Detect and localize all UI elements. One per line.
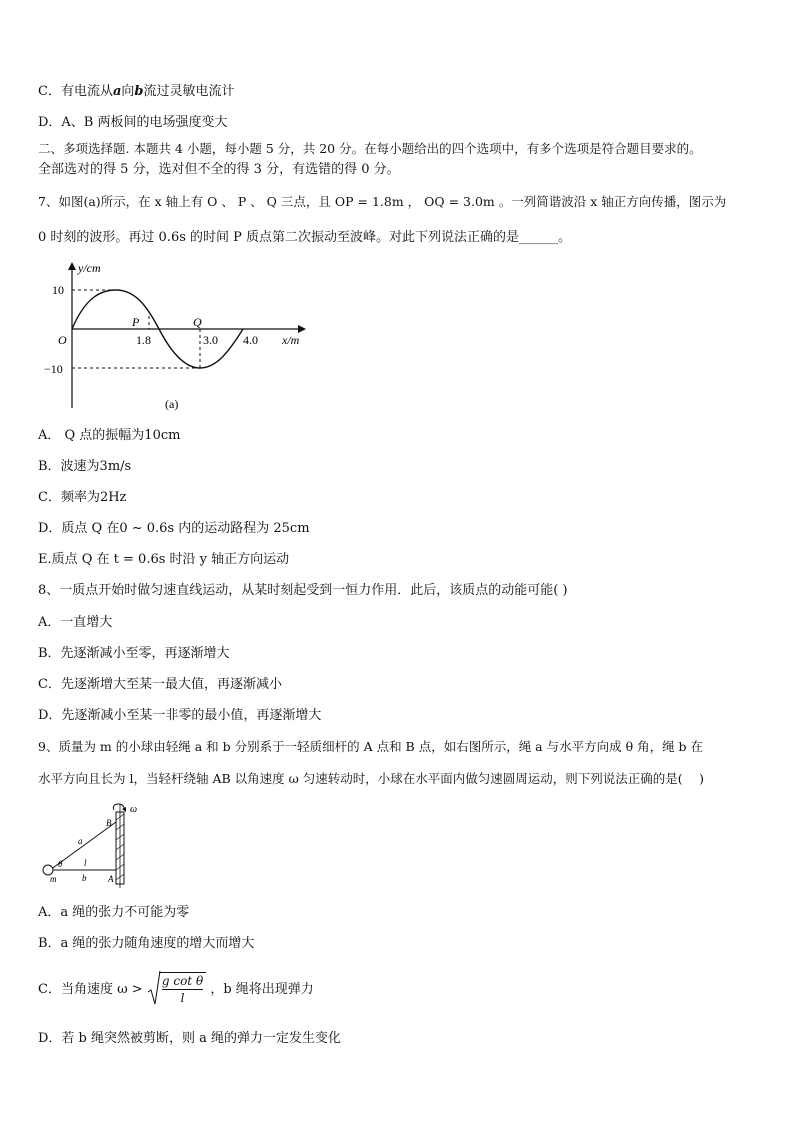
- sqrt-fraction: [147, 972, 206, 1008]
- q7-option-c: C．频率为2Hz: [38, 490, 127, 505]
- point-a-label: A: [108, 874, 114, 884]
- q9-stem-line1: 9、质量为 m 的小球由轻绳 a 和 b 分别系于一轻质细杆的 A 点和 B 点，如右图所示，绳 a 与水平方向成 θ 角，绳 b 在: [38, 739, 704, 754]
- section-2-instructions-line1: 二、多项选择题. 本题共 4 小题，每小题 5 分，共 20 分。在每小题给出的四个选项中，有多个选项是符合题目要求的。: [38, 141, 702, 156]
- y-tick-neg10: −10: [44, 362, 63, 376]
- q9-stem-line2: 水平方向且长为 l，当轻杆绕轴 AB 以角速度 ω 匀速转动时，小球在水平面内做匀速圆周运动，则下列说法正确的是( ): [38, 771, 704, 786]
- q6-option-c: C．有电流从a向b流过灵敏电流计: [38, 84, 235, 99]
- mass-m-label: m: [50, 874, 57, 884]
- q9-option-d: D．若 b 绳突然被剪断，则 a 绳的弹力一定发生变化: [38, 1031, 342, 1046]
- q8-option-b: B．先逐渐减小至零，再逐渐增大: [38, 646, 230, 661]
- q7-option-b: B．波速为3m/s: [38, 459, 132, 474]
- fraction-numerator: g cot θ: [161, 974, 204, 988]
- string-a-label: a: [78, 836, 83, 846]
- point-p-label: P: [132, 315, 140, 329]
- q8-option-d: D．先逐渐减小至某一非零的最小值，再逐渐增大: [38, 708, 322, 723]
- theta-label: θ: [58, 859, 63, 869]
- q8-option-a: A．一直增大: [38, 615, 113, 630]
- q7-wave-figure: [38, 258, 318, 418]
- y-axis-arrow: [68, 262, 76, 270]
- y-axis-label: y/cm: [78, 261, 101, 275]
- q7-option-e: E.质点 Q 在 t = 0.6s 时沿 y 轴正方向运动: [38, 552, 290, 567]
- q8-stem: 8、一质点开始时做匀速直线运动，从某时刻起受到一恒力作用．此后，该质点的动能可能( ): [38, 583, 568, 598]
- y-tick-10: 10: [52, 283, 64, 297]
- x-tick-3-0: 3.0: [203, 333, 218, 347]
- omega-label: ω: [130, 804, 138, 815]
- string-b-label: b: [82, 873, 87, 883]
- x-axis-arrow: [298, 325, 306, 333]
- q8-option-c: C．先逐渐增大至某一最大值，再逐渐减小: [38, 677, 282, 692]
- q7-stem-line2: 0 时刻的波形。再过 0.6s 的时间 P 质点第二次振动至波峰。对此下列说法正确的是______。: [38, 230, 572, 245]
- q6-option-d: D．A、B 两板间的电场强度变大: [38, 115, 228, 130]
- origin-label: O: [58, 333, 67, 347]
- figure-caption: (a): [165, 397, 179, 411]
- q9-option-c: C．当角速度 ω > $\frac{\text{g cot θ}}{l}$ ，b 绳将出现弹力: [38, 972, 314, 1008]
- x-tick-4-0: 4.0: [243, 333, 258, 347]
- point-b-label: B: [106, 818, 112, 828]
- radical-sign: [147, 970, 161, 1006]
- x-axis-label: x/m: [282, 333, 300, 347]
- section-2-instructions-line2: 全部选对的得 5 分，选对但不全的得 3 分，有选错的得 0 分。: [38, 162, 400, 177]
- q7-option-d: D．质点 Q 在0 ~ 0.6s 内的运动路程为 25cm: [38, 521, 310, 536]
- q9-option-a: A．a 绳的张力不可能为零: [38, 905, 190, 920]
- length-l-label: l: [84, 858, 87, 868]
- point-q-label: Q: [193, 315, 202, 329]
- x-tick-1-8: 1.8: [136, 333, 151, 347]
- q9-option-b: B．a 绳的张力随角速度的增大而增大: [38, 936, 255, 951]
- q7-stem-line1: 7、如图(a)所示，在 x 轴上有 O 、 P 、 Q 三点，且 OP = 1.8m ， OQ = 3.0m 。一列简谐波沿 x 轴正方向传播，图示为: [38, 194, 727, 209]
- q9-rod-figure: [38, 800, 158, 892]
- q7-option-a: A． Q 点的振幅为10cm: [38, 428, 181, 443]
- fraction-denominator: l: [180, 991, 185, 1005]
